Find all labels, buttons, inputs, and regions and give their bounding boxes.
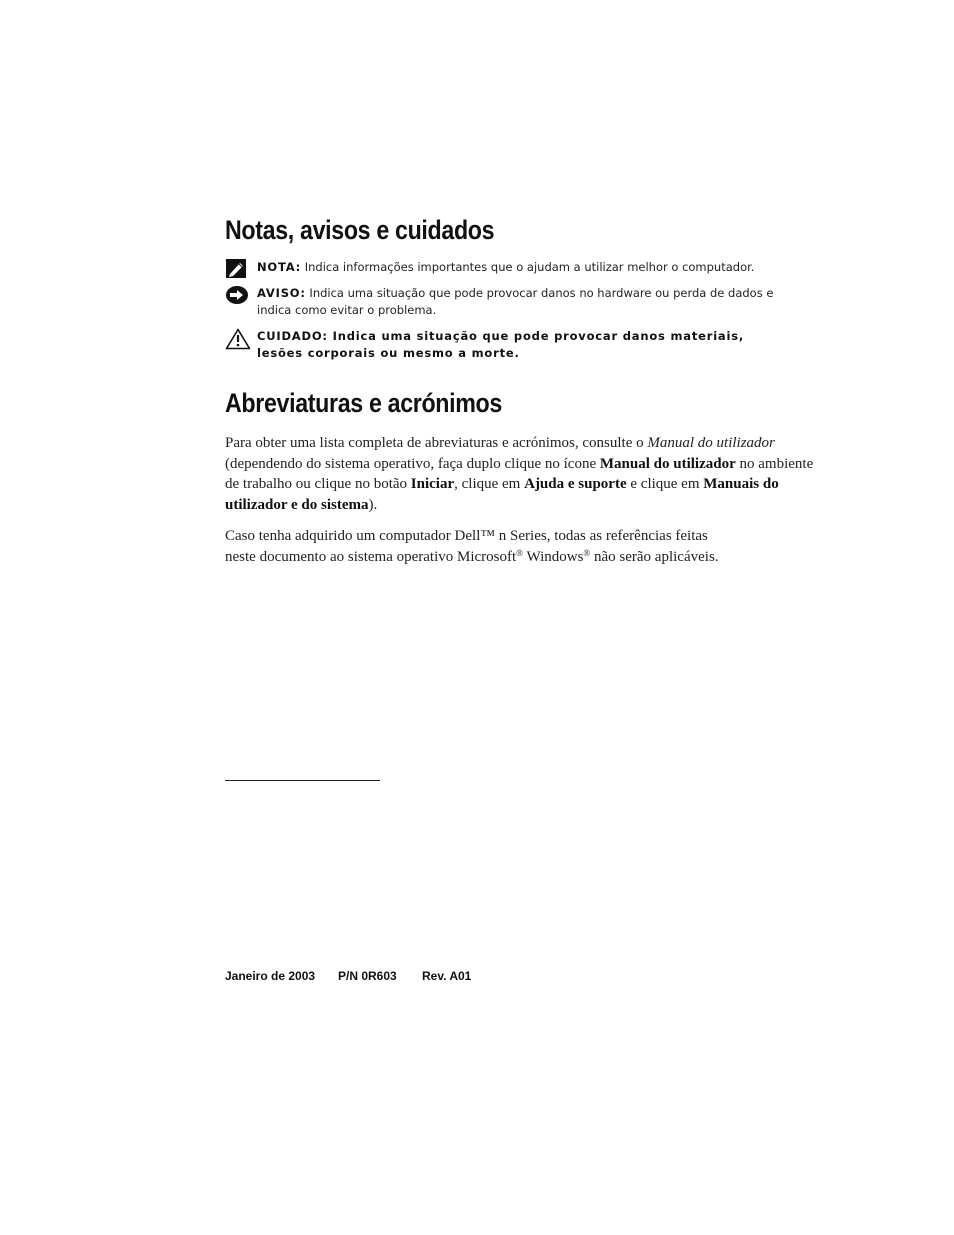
- document-footer: [225, 969, 471, 983]
- footer-revision: Rev. A01: [422, 969, 472, 983]
- para-text: e clique em: [626, 476, 704, 492]
- para-text: neste documento ao sistema operativo Microsoft: [225, 548, 517, 565]
- para-text: Para obter uma lista completa de abreviaturas e acrónimos, consulte o: [225, 435, 648, 451]
- para-text: , clique em: [454, 476, 525, 492]
- notice-text: Indica uma situação que pode provocar danos no hardware ou perda de dados e indica como evitar o problema.: [257, 286, 774, 317]
- dell-n-series-paragraph: [225, 526, 825, 567]
- footer-part-number: P/N 0R603: [338, 969, 397, 983]
- registered-mark: ®: [583, 547, 591, 558]
- para-text: ).: [368, 496, 378, 513]
- note-label: NOTA:: [257, 260, 302, 274]
- para-text: não serão aplicáveis.: [590, 548, 719, 565]
- abbreviations-paragraph: [225, 433, 825, 515]
- note-pencil-icon: [225, 259, 249, 281]
- para-text: Caso tenha adquirido um computador Dell™ n Series, todas as referências feitas: [225, 528, 708, 544]
- caution-text: Indica uma situação que pode provocar danos materiais, lesões corporais ou mesmo a morte.: [257, 329, 745, 360]
- para-text: (dependendo do sistema operativo, faça duplo clique no ícone: [225, 455, 600, 472]
- note-block: [225, 259, 785, 279]
- manual-title-italic: Manual do utilizador: [647, 435, 775, 451]
- note-text: Indica informações importantes que o ajudam a utilizar melhor o computador.: [304, 260, 755, 274]
- notice-block: [225, 285, 785, 321]
- caution-triangle-icon: [225, 328, 249, 350]
- footnote-divider: [225, 780, 380, 781]
- notice-label: AVISO:: [257, 286, 306, 300]
- para-text: Windows: [523, 548, 584, 565]
- para-text: no ambiente de trabalho ou clique no botão: [225, 455, 814, 492]
- registered-mark: ®: [516, 547, 524, 558]
- notice-arrow-icon: [225, 285, 249, 307]
- footer-date: Janeiro de 2003: [225, 969, 316, 983]
- section-title-notes: Notas, avisos e cuidados: [225, 215, 495, 245]
- caution-block: [225, 328, 785, 364]
- section-title-abbreviations: Abreviaturas e acrónimos: [225, 388, 502, 418]
- start-button-name: Iniciar: [410, 476, 455, 492]
- manual-icon-name: Manual do utilizador: [599, 455, 736, 472]
- caution-label: CUIDADO:: [257, 329, 328, 343]
- manuals-name: Manuais do utilizador e do sistema: [225, 476, 779, 513]
- help-support-name: Ajuda e suporte: [524, 476, 627, 492]
